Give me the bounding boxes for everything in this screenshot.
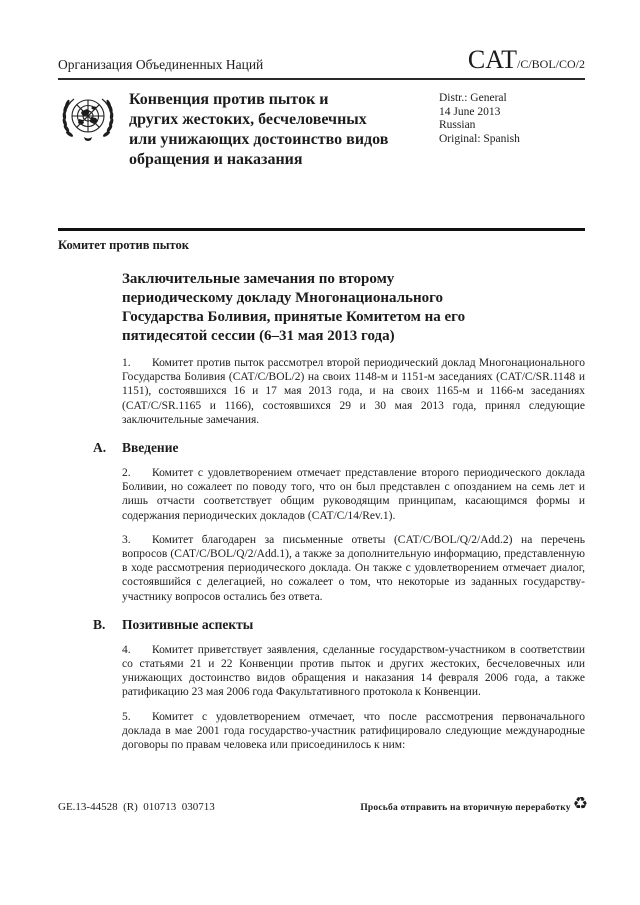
distr-line: Distr.: General: [439, 92, 507, 104]
document-title-line: Государства Боливия, принятые Комитетом на его: [122, 309, 466, 325]
treaty-title-line: других жестоких, бесчеловечных: [129, 111, 367, 128]
document-title: [58, 270, 585, 346]
paragraph-text: Комитет против пыток рассмотрел второй периодический доклад Многонационального Государства Боливия (CAT/C/BOL/2) на своих 1148-м и 1151-м заседаниях (CAT/C/SR.1148 и 1151), состоявшихся 16 и 17 мая 2013 года, и на своих 1165-м и 1166-м заседаниях (CAT/C/SR.1165 и 1166), состоявшихся 29 и 30 мая 2013 года, принял следующие заключительные замечания.: [122, 357, 585, 426]
date-line: 14 June 2013: [439, 105, 501, 118]
section-title: Позитивные аспекты: [122, 616, 254, 632]
paragraph-1: [58, 356, 585, 427]
paragraph-number: 1.: [122, 357, 131, 369]
page-footer: [58, 794, 588, 815]
treaty-title: [129, 88, 429, 228]
recycle-notice: [360, 794, 588, 815]
original-language-line: Original: Spanish: [439, 132, 520, 145]
doc-symbol-main: CAT: [467, 45, 517, 74]
document-id: GE.13-44528 (R) 010713 030713: [58, 801, 215, 813]
treaty-title-line: обращения и наказания: [129, 151, 303, 168]
document-title-line: пятидесятой сессии (6–31 мая 2013 года): [122, 328, 395, 344]
paragraph-number: 2.: [122, 467, 131, 480]
language-line: Russian: [439, 119, 476, 131]
paragraph-text: Комитет с удовлетворением отмечает, что после рассмотрения первоначального доклада в мае 2001 года государство-участник ратифицировало следующие международные договоры по правам человека или присоединилось к ним:: [122, 710, 585, 752]
paragraph-2: [58, 466, 585, 523]
recycle-icon: ♻: [572, 794, 588, 814]
un-emblem-icon: [58, 88, 120, 228]
paragraph-number: 5.: [122, 710, 131, 723]
section-heading-a: [58, 440, 585, 456]
doc-symbol-suffix: /C/BOL/CO/2: [516, 57, 585, 71]
separator-rule: [58, 228, 585, 231]
section-letter: B.: [93, 616, 106, 632]
distribution-block: [439, 88, 585, 228]
page-content: [58, 0, 585, 752]
section-title: Введение: [122, 440, 179, 456]
section-letter: A.: [93, 440, 107, 456]
paragraph-text: Комитет благодарен за письменные ответы (CAT/C/BOL/Q/2/Add.2) на перечень вопросов (CAT/C/BOL/Q/2/Add.1), а также за дополнительную информацию, представленную в ходе рассмотрения периодического доклада. Он также с удовлетворением отмечает диалог, состоявшийся с делегацией, но сожалеет о том, что некоторые из заданных государству-участнику вопросов остались без ответа.: [122, 533, 585, 603]
committee-name: Комитет против пыток: [58, 238, 189, 252]
document-title-line: Заключительные замечания по второму: [122, 271, 395, 287]
paragraph-5: [58, 710, 585, 753]
org-name: Организация Объединенных Наций: [58, 57, 264, 72]
paragraph-number: 3.: [122, 533, 131, 546]
treaty-title-line: или унижающих достоинство видов: [129, 131, 389, 148]
treaty-title-line: Конвенция против пыток и: [129, 91, 329, 108]
page-header: [58, 45, 585, 80]
paragraph-3: [58, 533, 585, 604]
document-title-line: периодическому докладу Многонационального: [122, 290, 444, 306]
section-heading-b: [58, 617, 585, 633]
paragraph-text: Комитет приветствует заявления, сделанные государством-участником в соответствии со статьями 21 и 22 Конвенции против пыток и других жестоких, бесчеловечных или унижающих достоинство видов обращения и наказания 14 февраля 2006 года, а также ратификацию 23 мая 2006 года Факультативного протокола к Конвенции.: [122, 643, 585, 699]
paragraph-number: 4.: [122, 643, 131, 656]
masthead: [58, 88, 585, 228]
doc-symbol: [467, 45, 585, 74]
paragraph-4: [58, 643, 585, 700]
recycle-note-text: Просьба отправить на вторичную переработку: [360, 803, 571, 813]
paragraph-text: Комитет с удовлетворением отмечает представление второго периодического доклада Боливии, но сожалеет по поводу того, что он был представлен с опозданием на семь лет и лишь отчасти соответствует общим руководящим принципам, касающимся формы и содержания периодических докладов (CAT/C/14/Rev.1).: [122, 467, 585, 522]
